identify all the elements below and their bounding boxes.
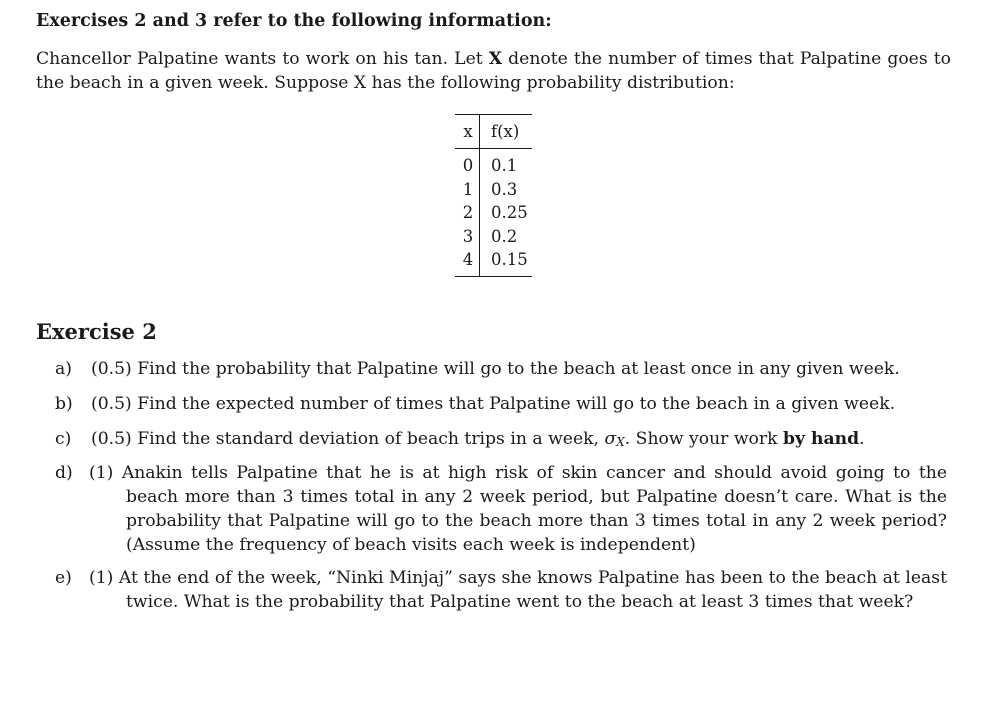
exercise-item-e — [55, 566, 947, 614]
header-x: x — [455, 115, 480, 149]
exercise-item-b — [55, 392, 947, 416]
table-header-row — [455, 115, 532, 149]
table-row — [455, 248, 532, 276]
cell-x: 1 — [455, 178, 480, 202]
exercise-item-c — [55, 427, 947, 454]
cell-fx: 0.15 — [491, 250, 528, 270]
cell-fx: 0.1 — [491, 156, 518, 176]
intro-variable: X — [488, 49, 503, 69]
item-text-part1: (0.5) Find the standard deviation of beach trips in a week, — [91, 429, 605, 449]
header-fx: f(x) — [480, 115, 532, 149]
intro-text-2: denote the number of times that Palpatine goes to the beach in a given week. Suppose X has the following probability distribution: — [36, 49, 951, 93]
section-heading: Exercises 2 and 3 refer to the following information: — [36, 11, 552, 31]
probability-distribution-table — [455, 114, 532, 277]
cell-fx: 0.2 — [491, 226, 518, 246]
item-text-part2: . Show your work — [624, 429, 784, 449]
intro-text-1: Chancellor Palpatine wants to work on his tan. Let — [36, 49, 489, 69]
table-row — [455, 201, 532, 225]
item-text: (0.5) Find the probability that Palpatine will go to the beach at least once in any given week. — [91, 359, 900, 379]
item-label: e) — [55, 568, 72, 588]
item-text-bold: by hand — [783, 429, 860, 449]
cell-x: 3 — [455, 225, 480, 249]
exercise-item-a — [55, 357, 947, 381]
item-label: b) — [55, 394, 73, 414]
exercise-item-d — [55, 461, 947, 557]
table-row — [455, 225, 532, 249]
intro-paragraph — [36, 47, 951, 95]
item-text-part3: . — [859, 429, 865, 449]
item-text: (0.5) Find the expected number of times that Palpatine will go to the beach in a given week. — [91, 394, 896, 414]
item-text: (1) At the end of the week, “Ninki Minjaj” says she knows Palpatine has been to the beach at least twice. What is the probability that Palpatine went to the beach at least 3 times that week? — [89, 568, 947, 612]
item-text — [91, 427, 947, 454]
item-label: d) — [55, 463, 73, 483]
item-text: (1) Anakin tells Palpatine that he is at high risk of skin cancer and should avoid going to the beach more than 3 times total in any 2 week period, but Palpatine doesn’t care. What is the probability that Palpatine will go to the beach more than 3 times total in any 2 week period? (Assume the frequency of beach visits each week is independent) — [89, 463, 947, 555]
cell-x: 0 — [455, 149, 480, 178]
sigma-symbol: σ — [604, 429, 617, 449]
item-label: a) — [55, 359, 72, 379]
table-row — [455, 149, 532, 178]
item-label: c) — [55, 429, 72, 449]
cell-fx: 0.25 — [491, 203, 528, 223]
cell-fx: 0.3 — [491, 179, 518, 199]
cell-x: 2 — [455, 201, 480, 225]
exercise-title: Exercise 2 — [36, 319, 157, 344]
sigma-subscript: X — [616, 435, 625, 449]
cell-x: 4 — [455, 248, 480, 276]
table-row — [455, 178, 532, 202]
